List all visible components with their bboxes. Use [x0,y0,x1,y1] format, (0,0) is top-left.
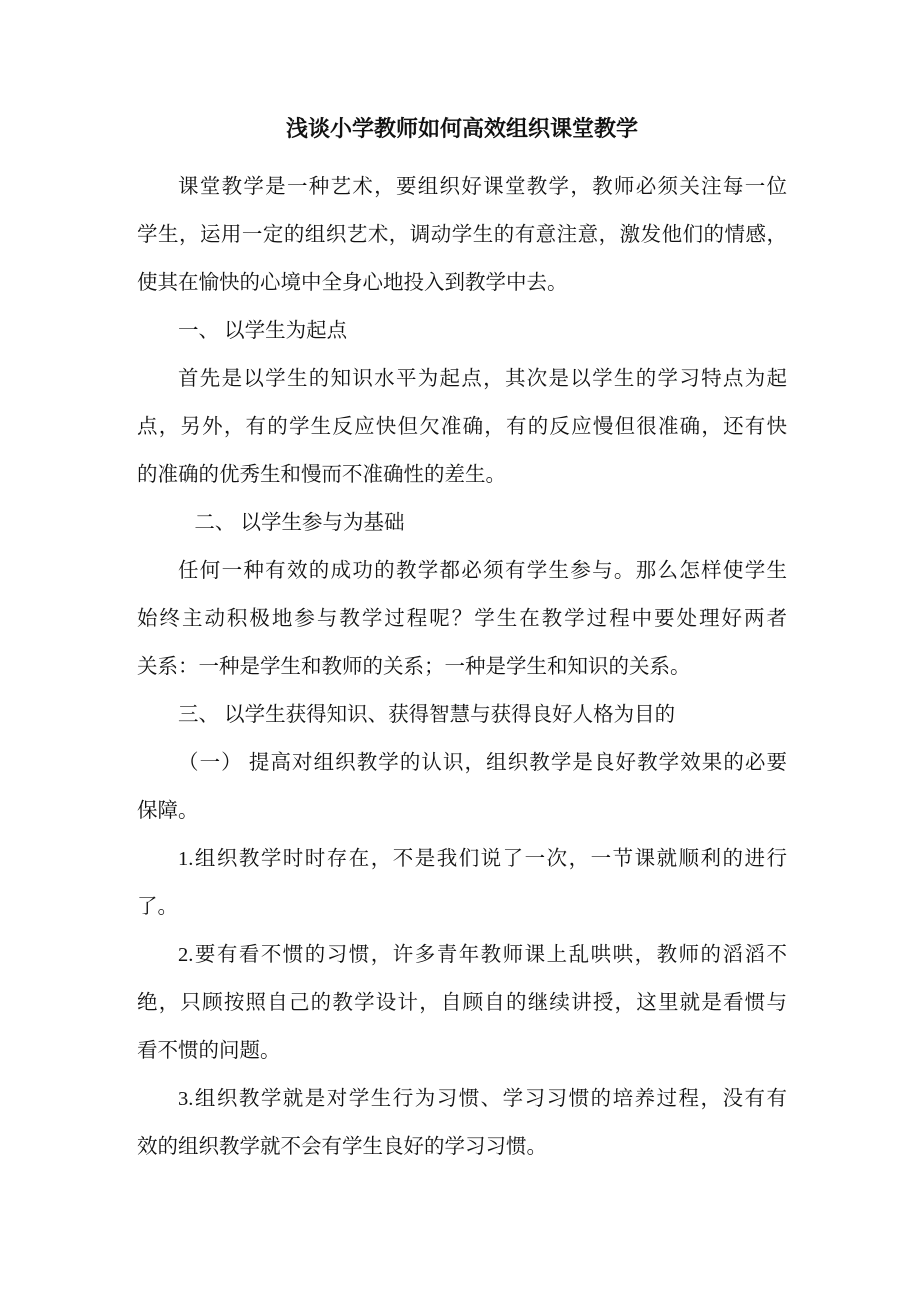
paragraph [137,835,787,931]
document-body [137,163,787,1171]
text-line: 使其在愉快的心境中全身心地投入到教学中去。 [137,272,568,294]
text-line: 始终主动积极地参与教学过程呢？学生在教学过程中要处理好两者 [137,608,787,630]
text-line: 3.组织教学就是对学生行为习惯、学习习惯的培养过程，没有有 [178,1088,787,1110]
document-title: 浅谈小学教师如何高效组织课堂教学 [285,116,638,141]
text-line: 一、 以学生为起点 [178,320,348,342]
text-line: 效的组织教学就不会有学生良好的学习习惯。 [137,1136,547,1158]
text-line: 二、 以学生参与为基础 [194,512,405,534]
text-line: 点，另外，有的学生反应快但欠准确，有的反应慢但很准确，还有快 [137,416,787,438]
paragraph [137,739,787,835]
text-line: 首先是以学生的知识水平为起点，其次是以学生的学习特点为起 [178,368,787,390]
text-line: 学生，运用一定的组织艺术，调动学生的有意注意，激发他们的情感， [137,224,787,246]
text-line: 关系：一种是学生和教师的关系；一种是学生和知识的关系。 [137,656,691,678]
section-heading [137,307,787,355]
paragraph [137,1075,787,1171]
text-line: （一） 提高对组织教学的认识，组织教学是良好教学效果的必要 [178,752,787,774]
text-line: 了。 [137,896,178,918]
section-heading [137,691,787,739]
text-line: 看不惯的问题。 [137,1040,281,1062]
text-line: 课堂教学是一种艺术，要组织好课堂教学，教师必须关注每一位 [178,176,787,198]
paragraph [137,163,787,307]
section-heading [137,499,787,547]
text-line: 1.组织教学时时存在，不是我们说了一次，一节课就顺利的进行 [178,848,787,870]
text-line: 三、 以学生获得知识、获得智慧与获得良好人格为目的 [178,704,676,726]
paragraph [137,355,787,499]
text-line: 绝，只顾按照自己的教学设计，自顾自的继续讲授，这里就是看惯与 [137,992,787,1014]
paragraph [137,547,787,691]
text-line: 任何一种有效的成功的教学都必须有学生参与。那么怎样使学生 [178,560,787,582]
text-line: 保障。 [137,800,199,822]
paragraph [137,931,787,1075]
text-line: 的准确的优秀生和慢而不准确性的差生。 [137,464,506,486]
text-line: 2.要有看不惯的习惯，许多青年教师课上乱哄哄，教师的滔滔不 [178,944,787,966]
